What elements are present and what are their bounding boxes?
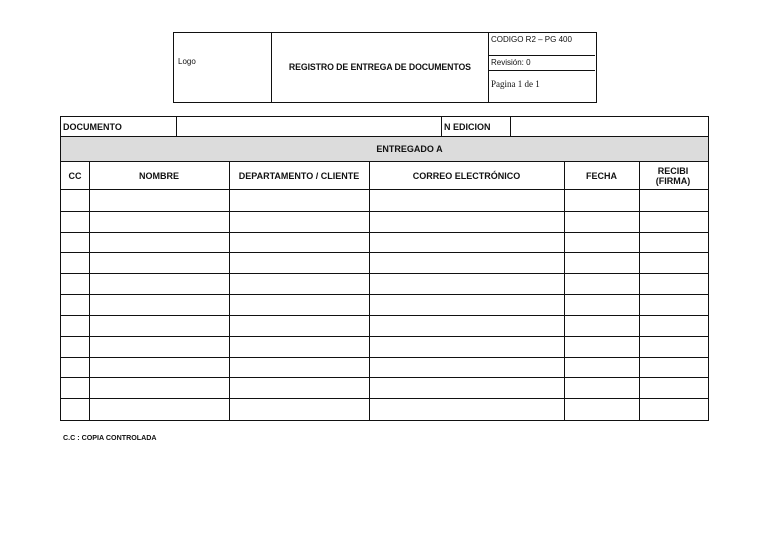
table-row: [61, 252, 708, 253]
grid-line: [369, 162, 370, 420]
table-row: [61, 357, 708, 358]
table-row: [61, 315, 708, 316]
divider: [176, 117, 177, 136]
table-row: [61, 294, 708, 295]
grid-line: [564, 162, 565, 420]
edicion-label: N EDICION: [444, 122, 491, 132]
table-row: [61, 377, 708, 378]
col-header-cc: CC: [68, 170, 82, 181]
col-header-correo: CORREO ELECTRÓNICO: [412, 170, 521, 181]
table-row: [61, 211, 708, 212]
grid-line: [639, 162, 640, 420]
pagina-field: Pagina 1 de 1: [491, 79, 540, 89]
table-row: [61, 273, 708, 274]
col-header-recibi: RECIBI (FIRMA): [655, 165, 691, 186]
title-cell: [272, 33, 488, 102]
grid-line: [229, 162, 230, 420]
codigo-field: CODIGO R2 – PG 400: [489, 33, 595, 56]
divider: [510, 117, 511, 136]
logo-placeholder: Logo: [178, 57, 196, 66]
grid-line: [89, 162, 90, 420]
documento-label: DOCUMENTO: [63, 122, 122, 132]
col-header-fecha: FECHA: [586, 170, 617, 181]
logo-cell: [174, 33, 272, 102]
table-row: [61, 232, 708, 233]
table-row: [61, 336, 708, 337]
meta-cell: [488, 33, 595, 102]
document-header: [173, 32, 597, 103]
table-row: [61, 398, 708, 399]
col-header-departamento: DEPARTAMENTO / CLIENTE: [238, 170, 360, 181]
footnote: C.C : COPIA CONTROLADA: [63, 433, 157, 442]
revision-field: Revisión: 0: [489, 56, 595, 71]
section-title: ENTREGADO A: [376, 144, 443, 154]
divider: [441, 117, 442, 136]
delivery-table: [60, 116, 709, 421]
document-title: REGISTRO DE ENTREGA DE DOCUMENTOS: [289, 62, 471, 73]
section-header-entregado: [61, 137, 708, 162]
column-headers: [61, 162, 708, 190]
col-header-nombre: NOMBRE: [139, 170, 179, 181]
document-row: [61, 117, 708, 137]
